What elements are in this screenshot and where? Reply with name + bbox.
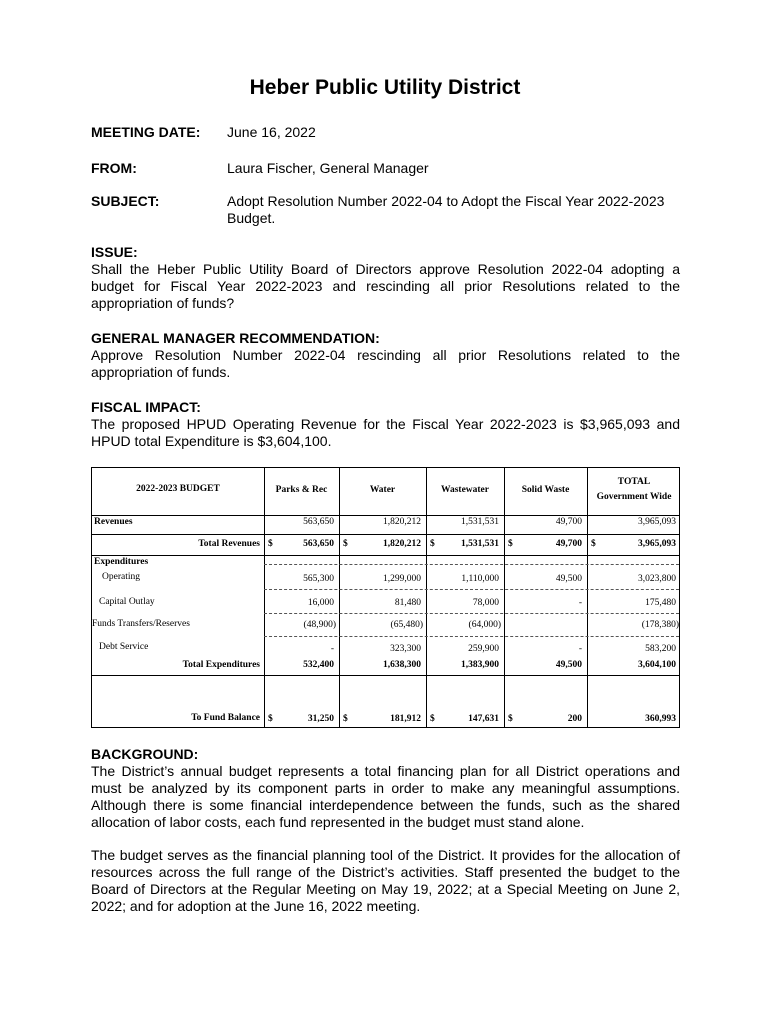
fiscal-impact-heading: FISCAL IMPACT: (91, 399, 201, 415)
total-revenues-solid-waste: 49,700 (555, 539, 582, 549)
revenues-parks: 563,650 (303, 517, 334, 527)
background-section (91, 746, 680, 915)
total-expenditures-wastewater: 1,383,900 (461, 660, 499, 670)
budget-title: 2022-2023 BUDGET (136, 484, 220, 494)
debt-service-label: Debt Service (99, 642, 149, 652)
capital-parks: 16,000 (307, 598, 334, 608)
col-header-parks-rec: Parks & Rec (275, 485, 328, 495)
recommendation-text: Approve Resolution Number 2022-04 rescinding all prior Resolutions related to the appropriation of funds. (91, 347, 680, 380)
total-expenditures-parks: 532,400 (303, 660, 334, 670)
currency-symbol: $ (508, 714, 513, 724)
currency-symbol: $ (591, 539, 596, 549)
background-heading: BACKGROUND: (91, 746, 199, 762)
debt-parks: - (330, 644, 334, 654)
issue-heading: ISSUE: (91, 244, 138, 260)
currency-symbol: $ (268, 714, 273, 724)
from-label: FROM: (91, 160, 137, 176)
background-paragraph-2: The budget serves as the financial planning tool of the District. It provides for the allocation of resources across the full range of the District’s activities. Staff presented the budget to the Board of Directors at the Regular Meeting on May 19, 2022; at a Special Meeting on June 2, 2022; and for adoption at the June 16, 2022 meeting. (91, 847, 680, 914)
subject-label: SUBJECT: (91, 193, 160, 209)
capital-wastewater: 78,000 (472, 598, 499, 608)
total-expenditures-solid-waste: 49,500 (555, 660, 582, 670)
currency-symbol: $ (508, 539, 513, 549)
fund-balance-solid-waste: 200 (567, 714, 582, 724)
total-expenditures-water: 1,638,300 (383, 660, 421, 670)
expenditures-label: Expenditures (94, 557, 149, 567)
capital-solid-waste: - (578, 598, 582, 608)
total-revenues-parks: 563,650 (303, 539, 334, 549)
from-value: Laura Fischer, General Manager (227, 160, 429, 176)
meeting-date-label: MEETING DATE: (91, 124, 201, 140)
operating-label: Operating (102, 572, 140, 582)
col-header-wastewater: Wastewater (440, 485, 489, 495)
total-expenditures-total: 3,604,100 (638, 660, 676, 670)
fiscal-impact-text: The proposed HPUD Operating Revenue for the Fiscal Year 2022-2023 is $3,965,093 and HPUD total Expenditure is $3,604,100. (91, 416, 680, 449)
col-header-total-sub: Government Wide (596, 492, 672, 502)
currency-symbol: $ (343, 539, 348, 549)
fiscal-impact-section (91, 399, 680, 450)
recommendation-section (91, 330, 680, 381)
debt-solid-waste: - (578, 644, 582, 654)
operating-parks: 565,300 (303, 574, 334, 584)
fund-balance-total: 360,993 (645, 714, 676, 724)
fund-balance-wastewater: 147,631 (468, 714, 499, 724)
currency-symbol: $ (430, 714, 435, 724)
debt-total: 583,200 (645, 644, 676, 654)
meeting-date-value: June 16, 2022 (227, 124, 316, 140)
debt-water: 323,300 (390, 644, 421, 654)
revenues-wastewater: 1,531,531 (461, 517, 499, 527)
background-paragraph-1: The District’s annual budget represents a total financing plan for all District operations and must be analyzed by its component parts in order to make any meaningful assumptions. Although there is some financial interdependence between the funds, such as the shared allocation of labor costs, each fund represented in the budget must stand alone. (91, 763, 680, 830)
total-revenues-water: 1,820,212 (383, 539, 421, 549)
col-header-water: Water (369, 485, 396, 495)
operating-wastewater: 1,110,000 (461, 574, 499, 584)
operating-solid-waste: 49,500 (555, 574, 582, 584)
budget-table (91, 467, 680, 728)
fund-balance-parks: 31,250 (307, 714, 334, 724)
transfers-parks: (48,900) (303, 620, 336, 630)
debt-wastewater: 259,900 (468, 644, 499, 654)
fund-balance-water: 181,912 (390, 714, 421, 724)
total-revenues-label: Total Revenues (198, 539, 260, 549)
subject-value: Adopt Resolution Number 2022-04 to Adopt the Fiscal Year 2022-2023 Budget. (227, 193, 665, 226)
revenues-solid-waste: 49,700 (555, 517, 582, 527)
capital-water: 81,480 (394, 598, 421, 608)
issue-text: Shall the Heber Public Utility Board of Directors approve Resolution 2022-04 adopting a budget for Fiscal Year 2022-2023 and rescinding all prior Resolutions related to the appropriation of funds? (91, 261, 680, 311)
document-title: Heber Public Utility District (249, 76, 521, 99)
total-revenues-wastewater: 1,531,531 (461, 539, 499, 549)
transfers-water: (65,480) (390, 620, 423, 630)
capital-outlay-label: Capital Outlay (99, 597, 155, 607)
operating-water: 1,299,000 (383, 574, 421, 584)
issue-section (91, 244, 680, 312)
capital-total: 175,480 (645, 598, 676, 608)
revenues-label: Revenues (94, 517, 133, 527)
revenues-water: 1,820,212 (383, 517, 421, 527)
col-header-solid-waste: Solid Waste (521, 485, 570, 495)
transfers-label: Funds Transfers/Reserves (92, 619, 190, 629)
currency-symbol: $ (343, 714, 348, 724)
total-expenditures-label: Total Expenditures (182, 660, 260, 670)
recommendation-heading: GENERAL MANAGER RECOMMENDATION: (91, 330, 380, 346)
currency-symbol: $ (430, 539, 435, 549)
revenues-total: 3,965,093 (638, 517, 676, 527)
fund-balance-label: To Fund Balance (191, 713, 260, 723)
total-revenues-total: 3,965,093 (638, 539, 676, 549)
col-header-total: TOTAL (617, 477, 651, 487)
operating-total: 3,023,800 (638, 574, 676, 584)
transfers-wastewater: (64,000) (468, 620, 501, 630)
transfers-total: (178,380) (641, 620, 679, 630)
currency-symbol: $ (268, 539, 273, 549)
